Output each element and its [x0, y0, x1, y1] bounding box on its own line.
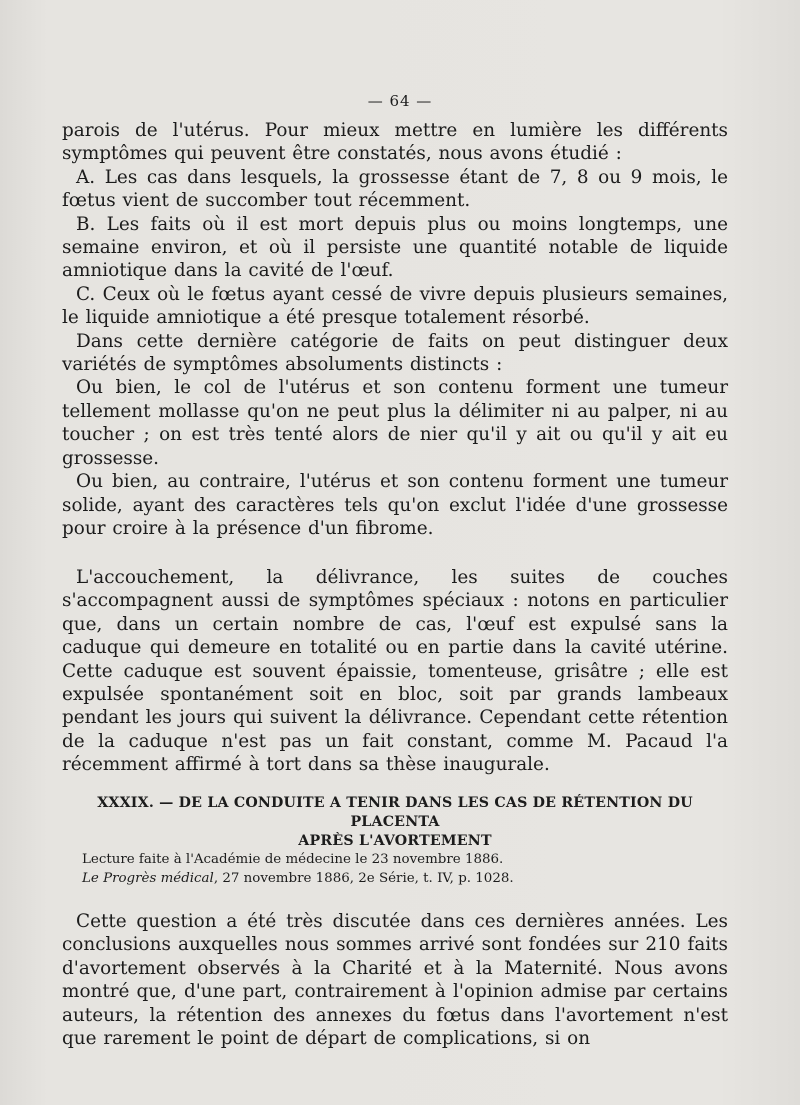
paragraph: Ou bien, au contraire, l'utérus et son contenu forment une tumeur solide, ayant des caractères tels qu'on exclut l'idée d'une grossesse pour croire à la présence d'un fibrome. [62, 471, 728, 539]
paragraph: A. Les cas dans lesquels, la grossesse étant de 7, 8 ou 9 mois, le fœtus vient de succomber tout récemment. [62, 166, 728, 212]
reference-line [82, 870, 722, 889]
text-block-symptoms [62, 119, 728, 540]
reference-details: , 27 novembre 1886, 2e Série, t. IV, p. 1028. [213, 870, 514, 886]
journal-title: Le Progrès médical [82, 870, 214, 886]
page-number: — 64 — [367, 92, 433, 110]
section-heading-line: APRÈS L'AVORTEMENT [298, 833, 492, 849]
text-block-placenta [62, 910, 728, 1050]
paragraph: Dans cette dernière catégorie de faits on peut distinguer deux variétés de symptômes absoluments distincts : [62, 330, 728, 376]
paragraph: Cette question a été très discutée dans ces dernières années. Les conclusions auxquelles nous sommes arrivé sont fondées sur 210 faits d'avortement observés à la Charité et à la Maternité. Nous avons montré que, d'une part, contrairement à l'opinion admise par certains auteurs, la rétention des annexes du fœtus dans l'avortement n'est que rarement le point de départ de complications, si on [62, 911, 728, 1050]
section-heading-line: XXXIX. — DE LA CONDUITE A TENIR DANS LES CAS DE RÉTENTION DU PLACENTA [97, 795, 693, 830]
text-block-delivery [62, 566, 728, 777]
paragraph: parois de l'utérus. Pour mieux mettre en lumière les différents symptômes qui peuvent être constatés, nous avons étudié : [62, 120, 728, 165]
paragraph: C. Ceux où le fœtus ayant cessé de vivre depuis plusieurs semaines, le liquide amniotique a été presque totalement résorbé. [62, 283, 728, 329]
paragraph: L'accouchement, la délivrance, les suites de couches s'accompagnent aussi de symptômes spéciaux : notons en particulier que, dans un certain nombre de cas, l'œuf est expulsé sans la caduque qui demeure en totalité ou en partie dans la cavité utérine. Cette caduque est souvent épaissie, tomenteuse, grisâtre ; elle est expulsée spontanément soit en bloc, soit par grands lambeaux pendant les jours qui suivent la délivrance. Cependant cette rétention de la caduque n'est pas un fait constant, comme M. Pacaud l'a récemment affirmé à tort dans sa thèse inaugurale. [62, 567, 728, 776]
reference-line: Lecture faite à l'Académie de médecine le 23 novembre 1886. [82, 852, 504, 867]
paragraph: Ou bien, le col de l'utérus et son contenu forment une tumeur tellement mollasse qu'on ne peut plus la délimiter ni au palper, ni au toucher ; on est très tenté alors de nier qu'il y ait ou qu'il y ait eu grossesse. [62, 377, 728, 469]
section-heading [60, 794, 730, 851]
paragraph: B. Les faits où il est mort depuis plus ou moins longtemps, une semaine environ, et où il persiste une quantité notable de liquide amniotique dans la cavité de l'œuf. [62, 213, 728, 282]
section-references [82, 851, 722, 888]
